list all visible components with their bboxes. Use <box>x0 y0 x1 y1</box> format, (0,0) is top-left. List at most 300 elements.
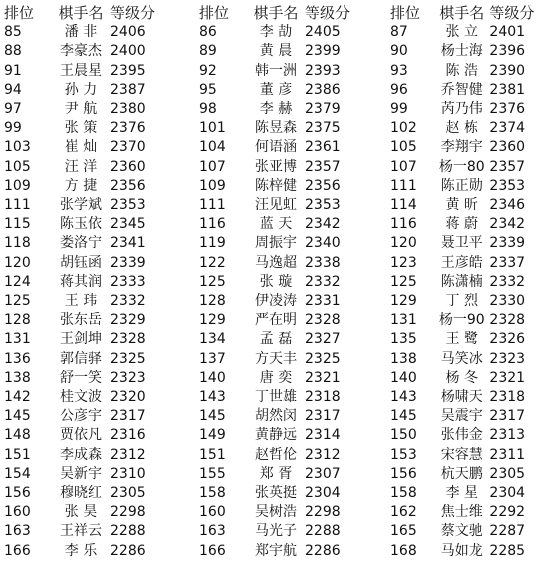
table-row <box>199 23 375 42</box>
table-row <box>199 503 375 522</box>
table-row <box>4 119 180 138</box>
rating-cell: 2332 <box>305 273 341 290</box>
rating-cell: 2325 <box>110 350 146 367</box>
rank-cell: 103 <box>4 139 31 156</box>
player-name-cell: 乔智健 <box>440 81 483 98</box>
player-name-cell: 李成森 <box>60 446 102 463</box>
player-name-cell: 孙 力 <box>64 81 98 98</box>
rank-cell: 120 <box>390 235 417 252</box>
rank-cell: 99 <box>4 120 22 137</box>
rank-cell: 119 <box>199 235 226 252</box>
rank-cell: 165 <box>390 523 417 540</box>
player-name-cell: 蒋 蔚 <box>445 216 478 233</box>
table-row <box>199 158 375 177</box>
player-name-cell: 杭天鹏 <box>440 465 483 482</box>
rank-cell: 98 <box>199 101 217 118</box>
table-row <box>4 215 180 234</box>
table-row <box>199 254 375 273</box>
rating-cell: 2321 <box>489 369 526 386</box>
rating-cell: 2325 <box>305 350 341 367</box>
player-name-cell: 杨一90 <box>438 312 485 329</box>
table-row <box>390 138 554 157</box>
rating-cell: 2346 <box>489 197 526 214</box>
rank-cell: 88 <box>4 43 22 60</box>
rank-cell: 145 <box>199 408 226 425</box>
rank-cell: 129 <box>390 293 417 310</box>
rank-cell: 153 <box>390 446 417 463</box>
player-name-cell: 何语涵 <box>255 139 297 156</box>
player-name-cell: 董 彦 <box>259 81 293 98</box>
table-row <box>390 119 554 138</box>
player-name-cell: 吴树浩 <box>255 504 297 521</box>
player-name-cell: 伊凌涛 <box>255 293 297 310</box>
player-name-cell: 陈正勋 <box>440 177 483 194</box>
table-row <box>390 196 554 215</box>
player-name-cell: 李 赫 <box>259 101 293 118</box>
player-name-cell: 蒋其润 <box>60 273 102 290</box>
table-row <box>390 234 554 253</box>
rating-cell: 2292 <box>489 504 526 521</box>
rank-cell: 150 <box>390 427 417 444</box>
rating-cell: 2393 <box>305 62 341 79</box>
rating-cell: 2381 <box>489 81 526 98</box>
table-row <box>199 215 375 234</box>
header-player-name: 棋手名 <box>253 4 299 22</box>
table-row <box>4 465 180 484</box>
player-name-cell: 王祥云 <box>60 523 102 540</box>
rank-cell: 149 <box>199 427 226 444</box>
player-name-cell: 马光子 <box>255 523 297 540</box>
rating-cell: 2288 <box>110 523 146 540</box>
rank-cell: 111 <box>199 197 226 214</box>
rank-cell: 156 <box>390 465 417 482</box>
rating-cell: 2321 <box>305 369 341 386</box>
table-row <box>4 42 180 61</box>
rating-cell: 2287 <box>489 523 526 540</box>
table-row <box>4 81 180 100</box>
table-row <box>199 119 375 138</box>
table-row <box>390 158 554 177</box>
rating-cell: 2375 <box>305 120 341 137</box>
player-name-cell: 李豪杰 <box>60 43 102 60</box>
rating-cell: 2329 <box>110 312 146 329</box>
rating-cell: 2326 <box>489 331 526 348</box>
rating-cell: 2337 <box>489 254 526 271</box>
rating-cell: 2345 <box>110 216 146 233</box>
table-row <box>390 292 554 311</box>
rating-cell: 2331 <box>305 293 341 310</box>
header-row <box>390 4 554 23</box>
rank-cell: 160 <box>4 504 31 521</box>
rank-cell: 151 <box>199 446 226 463</box>
rating-cell: 2307 <box>305 465 341 482</box>
rating-cell: 2285 <box>489 542 526 559</box>
rank-cell: 160 <box>199 504 226 521</box>
rating-cell: 2333 <box>110 273 146 290</box>
table-row <box>199 292 375 311</box>
rating-cell: 2353 <box>110 197 146 214</box>
table-row <box>390 23 554 42</box>
player-name-cell: 潘 非 <box>64 24 98 41</box>
table-row <box>199 369 375 388</box>
table-row <box>199 407 375 426</box>
rank-cell: 123 <box>390 254 417 271</box>
table-row <box>199 234 375 253</box>
rank-cell: 166 <box>199 542 226 559</box>
rating-cell: 2328 <box>110 331 146 348</box>
rating-cell: 2390 <box>489 62 526 79</box>
header-rating: 等级分 <box>305 4 351 22</box>
player-name-cell: 聂卫平 <box>440 235 483 252</box>
rank-cell: 115 <box>4 216 31 233</box>
player-name-cell: 娄洛宁 <box>60 235 102 252</box>
player-name-cell: 杨一80 <box>438 158 485 175</box>
rating-cell: 2328 <box>305 312 341 329</box>
rank-cell: 128 <box>199 293 226 310</box>
rank-cell: 91 <box>4 62 22 79</box>
table-row <box>199 196 375 215</box>
player-name-cell: 黄 昕 <box>445 197 478 214</box>
rating-cell: 2305 <box>110 485 146 502</box>
player-name-cell: 张伟金 <box>440 427 483 444</box>
rank-cell: 168 <box>390 542 417 559</box>
rank-cell: 143 <box>199 389 226 406</box>
player-name-cell: 陈潇楠 <box>440 273 483 290</box>
rating-cell: 2357 <box>489 158 526 175</box>
rating-cell: 2332 <box>489 273 526 290</box>
table-row <box>390 446 554 465</box>
player-name-cell: 赵 栋 <box>445 120 478 137</box>
player-name-cell: 焦士维 <box>440 504 483 521</box>
player-name-cell: 吴新宇 <box>60 465 102 482</box>
rank-cell: 143 <box>390 389 417 406</box>
header-row <box>199 4 375 23</box>
rank-cell: 104 <box>199 139 226 156</box>
table-row <box>199 42 375 61</box>
header-player-name: 棋手名 <box>58 4 104 22</box>
rating-cell: 2376 <box>110 120 146 137</box>
player-name-cell: 蓝 天 <box>259 216 293 233</box>
table-row <box>4 292 180 311</box>
player-name-cell: 芮乃伟 <box>440 101 483 118</box>
rank-cell: 93 <box>390 62 408 79</box>
rating-cell: 2327 <box>305 331 341 348</box>
rank-cell: 89 <box>199 43 217 60</box>
table-row <box>4 62 180 81</box>
table-row <box>199 542 375 561</box>
table-row <box>4 23 180 42</box>
rating-cell: 2405 <box>305 24 341 41</box>
table-row <box>4 254 180 273</box>
player-name-cell: 方 捷 <box>64 177 98 194</box>
player-name-cell: 杨士海 <box>440 43 483 60</box>
rank-cell: 101 <box>199 120 226 137</box>
header-rank: 排位 <box>4 4 35 22</box>
ranking-column-2 <box>199 4 375 561</box>
table-row <box>199 446 375 465</box>
player-name-cell: 杨 冬 <box>445 369 478 386</box>
rank-cell: 158 <box>390 485 417 502</box>
table-row <box>4 177 180 196</box>
rank-cell: 105 <box>390 139 417 156</box>
rating-cell: 2342 <box>489 216 526 233</box>
rank-cell: 120 <box>4 254 31 271</box>
ranking-column-1 <box>4 4 180 561</box>
player-name-cell: 蔡文驰 <box>440 523 483 540</box>
rating-cell: 2374 <box>489 120 526 137</box>
rank-cell: 105 <box>4 158 31 175</box>
rating-cell: 2323 <box>110 369 146 386</box>
rating-cell: 2357 <box>305 158 341 175</box>
rating-cell: 2406 <box>110 24 146 41</box>
rank-cell: 138 <box>390 350 417 367</box>
rating-cell: 2360 <box>489 139 526 156</box>
table-row <box>4 542 180 561</box>
player-name-cell: 胡钰函 <box>60 254 102 271</box>
rank-cell: 142 <box>4 389 31 406</box>
rank-cell: 102 <box>390 120 417 137</box>
rating-cell: 2395 <box>110 62 146 79</box>
rank-cell: 109 <box>199 177 226 194</box>
rating-cell: 2304 <box>305 485 341 502</box>
player-name-cell: 桂文波 <box>60 389 102 406</box>
player-name-cell: 王剑坤 <box>60 331 102 348</box>
player-name-cell: 陈昱森 <box>255 120 297 137</box>
player-name-cell: 周振宇 <box>255 235 297 252</box>
rating-cell: 2317 <box>489 408 526 425</box>
rating-cell: 2399 <box>305 43 341 60</box>
rating-cell: 2400 <box>110 43 146 60</box>
player-name-cell: 陈 浩 <box>445 62 478 79</box>
table-row <box>390 542 554 561</box>
rating-cell: 2312 <box>110 446 146 463</box>
player-name-cell: 孟 磊 <box>259 331 293 348</box>
player-name-cell: 尹 航 <box>64 101 98 118</box>
table-row <box>4 196 180 215</box>
player-name-cell: 李 星 <box>445 485 478 502</box>
player-name-cell: 马如龙 <box>440 542 483 559</box>
rank-cell: 122 <box>199 254 226 271</box>
player-name-cell: 宋容慧 <box>440 446 483 463</box>
table-row <box>4 311 180 330</box>
rating-cell: 2353 <box>305 197 341 214</box>
rank-cell: 135 <box>390 331 417 348</box>
rank-cell: 87 <box>390 24 408 41</box>
rank-cell: 86 <box>199 24 217 41</box>
player-name-cell: 唐 奕 <box>259 369 293 386</box>
rating-cell: 2376 <box>489 101 526 118</box>
rating-cell: 2310 <box>110 465 146 482</box>
table-row <box>199 330 375 349</box>
table-row <box>4 330 180 349</box>
rank-cell: 96 <box>390 81 408 98</box>
rank-cell: 116 <box>390 216 417 233</box>
table-row <box>199 81 375 100</box>
player-name-cell: 杨啸天 <box>440 389 483 406</box>
player-name-cell: 吴震宇 <box>440 408 483 425</box>
table-row <box>4 350 180 369</box>
player-name-cell: 郭信驿 <box>60 350 102 367</box>
table-row <box>390 503 554 522</box>
rating-cell: 2328 <box>489 312 526 329</box>
table-row <box>4 407 180 426</box>
table-row <box>199 484 375 503</box>
rating-cell: 2311 <box>489 446 526 463</box>
table-row <box>390 350 554 369</box>
player-name-cell: 黄 晨 <box>259 43 293 60</box>
player-name-cell: 方天丰 <box>255 350 297 367</box>
rating-cell: 2286 <box>110 542 146 559</box>
player-name-cell: 黄静远 <box>255 427 297 444</box>
table-row <box>4 273 180 292</box>
rank-cell: 131 <box>390 312 417 329</box>
table-row <box>4 484 180 503</box>
player-name-cell: 崔 灿 <box>64 139 98 156</box>
player-name-cell: 严在明 <box>255 312 297 329</box>
rating-cell: 2379 <box>305 101 341 118</box>
rank-cell: 99 <box>390 101 408 118</box>
rank-cell: 151 <box>4 446 31 463</box>
player-name-cell: 丁 烈 <box>445 293 478 310</box>
rank-cell: 95 <box>199 81 217 98</box>
rating-cell: 2396 <box>489 43 526 60</box>
table-row <box>199 177 375 196</box>
table-row <box>4 522 180 541</box>
table-row <box>390 426 554 445</box>
player-name-cell: 丁世雄 <box>255 389 297 406</box>
rank-cell: 148 <box>4 427 31 444</box>
rank-cell: 111 <box>390 177 417 194</box>
player-name-cell: 张 昊 <box>64 504 98 521</box>
rating-cell: 2353 <box>489 177 526 194</box>
rank-cell: 92 <box>199 62 217 79</box>
header-row <box>4 4 180 23</box>
table-row <box>390 215 554 234</box>
player-name-cell: 赵哲伦 <box>255 446 297 463</box>
rating-cell: 2320 <box>110 389 146 406</box>
player-name-cell: 胡然闵 <box>255 408 297 425</box>
player-name-cell: 韩一洲 <box>255 62 297 79</box>
rank-cell: 125 <box>4 293 31 310</box>
rating-cell: 2316 <box>110 427 146 444</box>
table-row <box>4 446 180 465</box>
rating-cell: 2286 <box>305 542 341 559</box>
player-name-cell: 陈梓健 <box>255 177 297 194</box>
rating-cell: 2314 <box>305 427 341 444</box>
table-row <box>199 273 375 292</box>
table-row <box>4 158 180 177</box>
rating-cell: 2401 <box>489 24 526 41</box>
table-row <box>390 522 554 541</box>
rank-cell: 163 <box>4 523 31 540</box>
rank-cell: 128 <box>4 312 31 329</box>
rating-cell: 2318 <box>489 389 526 406</box>
rank-cell: 125 <box>199 273 226 290</box>
rating-cell: 2298 <box>305 504 341 521</box>
rank-cell: 124 <box>4 273 31 290</box>
player-name-cell: 汪 洋 <box>64 158 98 175</box>
table-row <box>390 273 554 292</box>
player-name-cell: 张亚博 <box>255 158 297 175</box>
table-row <box>199 311 375 330</box>
table-row <box>4 138 180 157</box>
header-rank: 排位 <box>390 4 421 22</box>
rank-cell: 129 <box>199 312 226 329</box>
rating-cell: 2386 <box>305 81 341 98</box>
player-name-cell: 穆晓红 <box>60 485 102 502</box>
player-name-cell: 王彦皓 <box>440 254 483 271</box>
table-row <box>199 350 375 369</box>
table-row <box>199 465 375 484</box>
rating-cell: 2370 <box>110 139 146 156</box>
rating-cell: 2288 <box>305 523 341 540</box>
player-name-cell: 王 玮 <box>64 293 98 310</box>
rank-cell: 107 <box>199 158 226 175</box>
table-row <box>390 100 554 119</box>
rating-cell: 2339 <box>489 235 526 252</box>
player-name-cell: 李 乐 <box>64 542 98 559</box>
rating-cell: 2317 <box>110 408 146 425</box>
rating-cell: 2341 <box>110 235 146 252</box>
player-name-cell: 公彦宇 <box>60 408 102 425</box>
header-rating: 等级分 <box>489 4 535 22</box>
rating-cell: 2304 <box>489 485 526 502</box>
player-name-cell: 张 璇 <box>259 273 293 290</box>
rank-cell: 145 <box>390 408 417 425</box>
ranking-column-3 <box>390 4 554 561</box>
table-row <box>390 42 554 61</box>
rank-cell: 156 <box>4 485 31 502</box>
player-name-cell: 张学斌 <box>60 197 102 214</box>
rank-cell: 94 <box>4 81 22 98</box>
rating-cell: 2332 <box>110 293 146 310</box>
rating-cell: 2313 <box>489 427 526 444</box>
player-name-cell: 张 策 <box>64 120 98 137</box>
rating-cell: 2342 <box>305 216 341 233</box>
rank-cell: 163 <box>199 523 226 540</box>
player-name-cell: 张英挺 <box>255 485 297 502</box>
rating-cell: 2312 <box>305 446 341 463</box>
table-row <box>390 311 554 330</box>
table-row <box>4 388 180 407</box>
rank-cell: 136 <box>4 350 31 367</box>
rating-cell: 2323 <box>489 350 526 367</box>
rank-cell: 111 <box>4 197 31 214</box>
rating-cell: 2318 <box>305 389 341 406</box>
table-row <box>4 503 180 522</box>
rank-cell: 138 <box>4 369 31 386</box>
table-row <box>390 465 554 484</box>
rating-cell: 2380 <box>110 101 146 118</box>
rank-cell: 155 <box>199 465 226 482</box>
rating-cell: 2356 <box>110 177 146 194</box>
table-row <box>199 100 375 119</box>
table-row <box>199 138 375 157</box>
rating-cell: 2361 <box>305 139 341 156</box>
player-name-cell: 李 劼 <box>259 24 293 41</box>
rank-cell: 162 <box>390 504 417 521</box>
rating-cell: 2356 <box>305 177 341 194</box>
rating-cell: 2340 <box>305 235 341 252</box>
rank-cell: 166 <box>4 542 31 559</box>
player-name-cell: 陈玉依 <box>60 216 102 233</box>
table-row <box>4 100 180 119</box>
rating-cell: 2387 <box>110 81 146 98</box>
player-name-cell: 王晨星 <box>60 62 102 79</box>
rating-cell: 2339 <box>110 254 146 271</box>
table-row <box>4 369 180 388</box>
rank-cell: 114 <box>390 197 417 214</box>
